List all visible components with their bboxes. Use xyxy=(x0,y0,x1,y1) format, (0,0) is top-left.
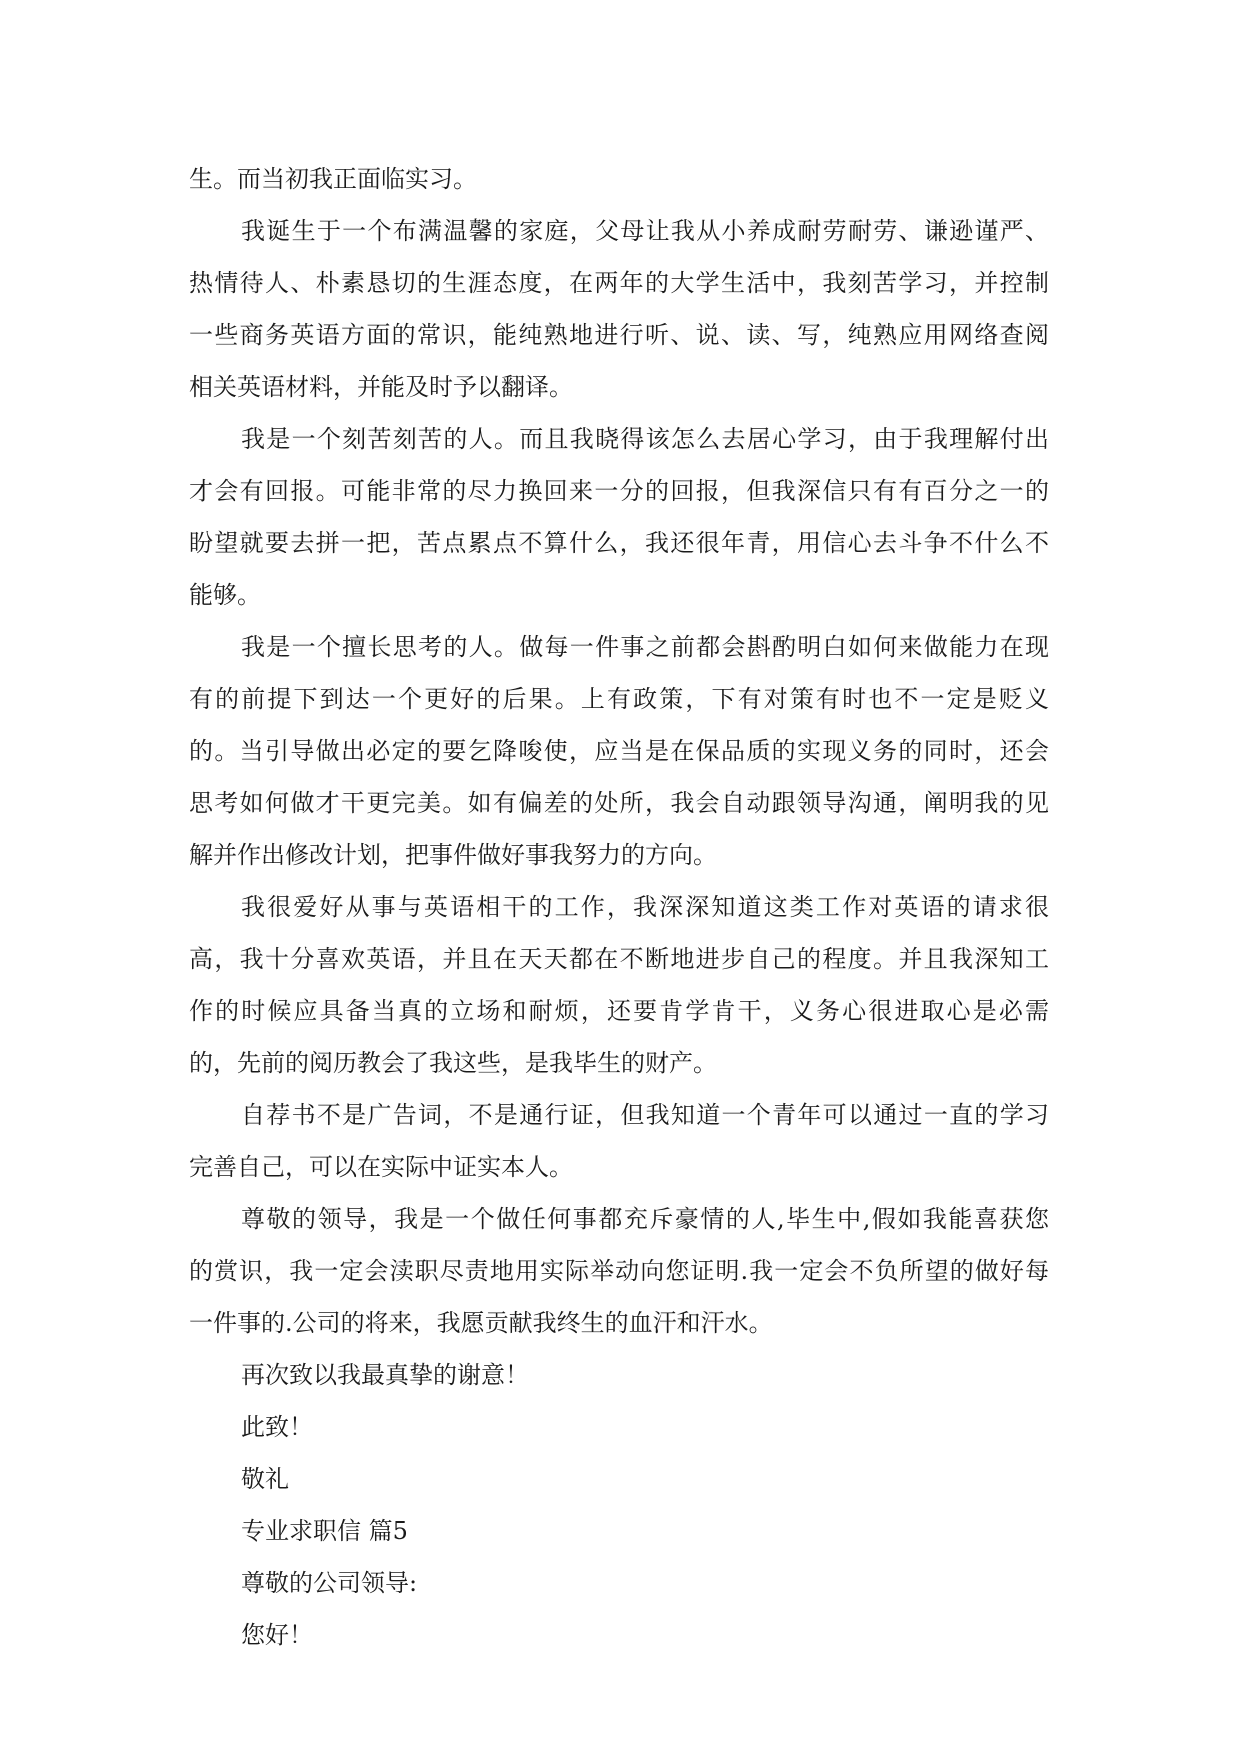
text-line: 盼望就要去拼一把，苦点累点不算什么，我还很年青，用信心去斗争不什么不 xyxy=(189,529,1049,557)
text-line: 生。而当初我正面临实习。 xyxy=(189,165,477,193)
text-line: 自荐书不是广告词，不是通行证，但我知道一个青年可以通过一直的学习 xyxy=(241,1101,1049,1129)
text-line: 一些商务英语方面的常识，能纯熟地进行听、说、读、写，纯熟应用网络查阅 xyxy=(189,321,1049,349)
text-line: 作的时候应具备当真的立场和耐烦，还要肯学肯干，义务心很进取心是必需 xyxy=(189,997,1049,1025)
text-line: 才会有回报。可能非常的尽力换回来一分的回报，但我深信只有有百分之一的 xyxy=(189,477,1049,505)
text-line: 解并作出修改计划，把事件做好事我努力的方向。 xyxy=(189,841,717,869)
text-line: 能够。 xyxy=(189,581,261,609)
salutation-line: 此致！ xyxy=(241,1413,313,1441)
text-line: 完善自己，可以在实际中证实本人。 xyxy=(189,1153,573,1181)
text-line: 相关英语材料，并能及时予以翻译。 xyxy=(189,373,573,401)
text-line: 的赏识，我一定会渎职尽责地用实际举动向您证明.我一定会不负所望的做好每 xyxy=(189,1257,1049,1285)
text-line: 思考如何做才干更完美。如有偏差的处所，我会自动跟领导沟通，阐明我的见 xyxy=(189,789,1049,817)
text-line: 有的前提下到达一个更好的后果。上有政策，下有对策有时也不一定是贬义 xyxy=(189,685,1049,713)
closing-line: 再次致以我最真挚的谢意！ xyxy=(241,1361,529,1389)
salutation-line: 敬礼 xyxy=(241,1465,289,1493)
text-line: 我是一个刻苦刻苦的人。而且我晓得该怎么去居心学习，由于我理解付出 xyxy=(241,425,1049,453)
text-line: 的。当引导做出必定的要乞降唆使，应当是在保品质的实现义务的同时，还会 xyxy=(189,737,1049,765)
greeting-line: 尊敬的公司领导: xyxy=(241,1569,418,1597)
text-line: 一件事的.公司的将来，我愿贡献我终生的血汗和汗水。 xyxy=(189,1309,773,1337)
greeting-line: 您好！ xyxy=(241,1621,313,1649)
text-line: 尊敬的领导，我是一个做任何事都充斥豪情的人,毕生中,假如我能喜获您 xyxy=(241,1205,1049,1233)
document-body xyxy=(189,153,1049,1661)
text-line: 我是一个擅长思考的人。做每一件事之前都会斟酌明白如何来做能力在现 xyxy=(241,633,1049,661)
text-line: 热情待人、朴素恳切的生涯态度，在两年的大学生活中，我刻苦学习，并控制 xyxy=(189,269,1049,297)
text-line: 我很爱好从事与英语相干的工作，我深深知道这类工作对英语的请求很 xyxy=(241,893,1049,921)
text-line: 我诞生于一个布满温馨的家庭，父母让我从小养成耐劳耐劳、谦逊谨严、 xyxy=(241,217,1049,245)
text-line: 的，先前的阅历教会了我这些，是我毕生的财产。 xyxy=(189,1049,717,1077)
section-title: 专业求职信 篇5 xyxy=(241,1517,408,1545)
text-line: 高，我十分喜欢英语，并且在天天都在不断地进步自己的程度。并且我深知工 xyxy=(189,945,1049,973)
